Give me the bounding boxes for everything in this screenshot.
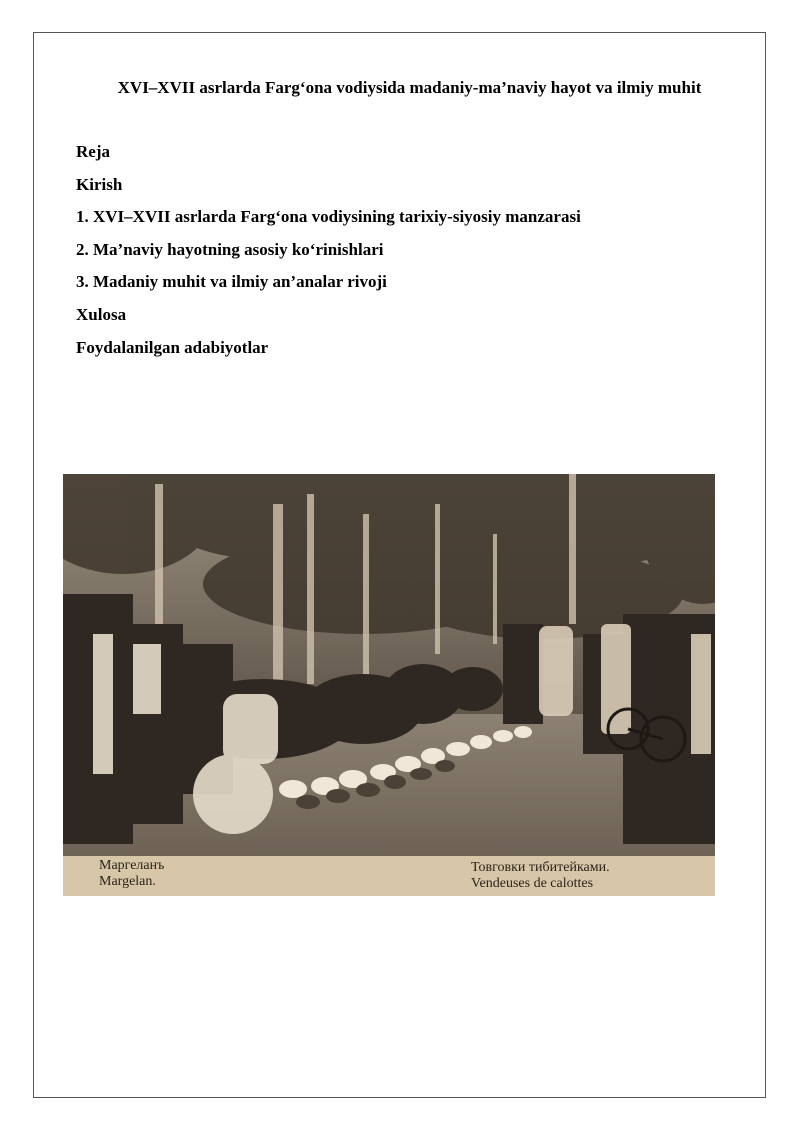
outline-item-references: Foydalanilgan adabiyotlar: [76, 337, 269, 357]
outline-item-2: 2. Ma’naviy hayotning asosiy ko‘rinishlari: [76, 239, 384, 259]
caption-left-line1: Маргеланъ: [99, 858, 165, 873]
outline-item-intro: Kirish: [76, 174, 123, 194]
outline-list: [76, 141, 581, 369]
outline-item-1: 1. XVI–XVII asrlarda Farg‘ona vodiysining tarixiy-siyosiy manzarasi: [76, 207, 581, 227]
document-title: XVI–XVII asrlarda Farg‘ona vodiysida madaniy-ma’naviy hayot va ilmiy muhit: [117, 78, 702, 97]
caption-right-line1: Товговки тибитейками.: [471, 860, 610, 875]
historical-photo: [63, 474, 715, 896]
outline-heading: Reja: [76, 142, 110, 161]
outline-item-conclusion: Xulosa: [76, 304, 127, 324]
caption-left-line2: Margelan.: [99, 874, 156, 889]
outline-item-3: 3. Madaniy muhit va ilmiy an’analar rivoji: [76, 272, 387, 292]
photo-illustration: [63, 474, 715, 896]
caption-right-line2: Vendeuses de calottes: [471, 876, 594, 891]
